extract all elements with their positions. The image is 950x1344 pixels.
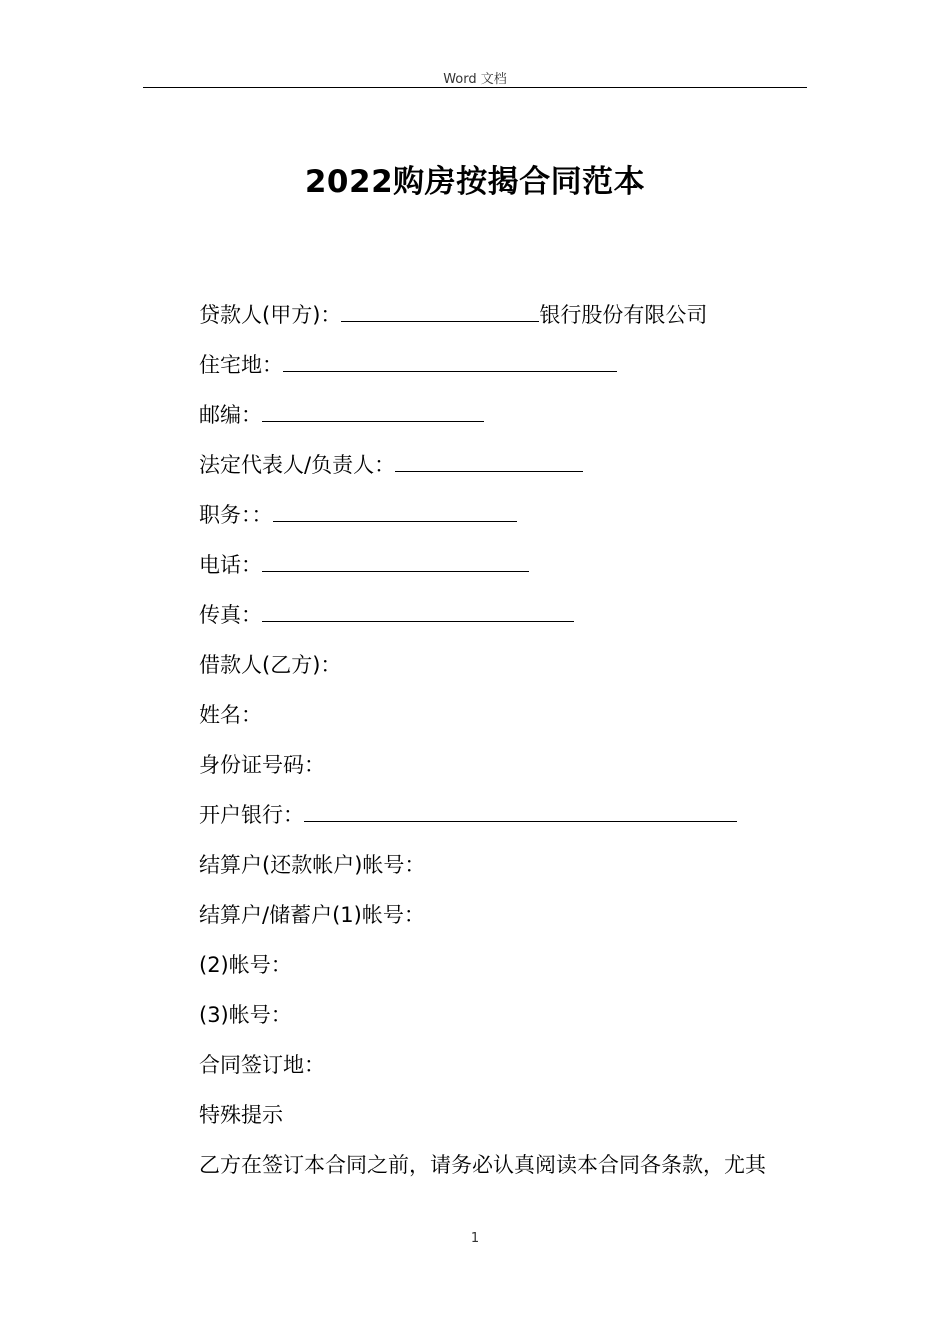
field-label: 结算户/储蓄户(1)帐号：: [199, 903, 425, 927]
field-label: (3)帐号：: [199, 1003, 292, 1027]
field-suffix: 银行股份有限公司: [539, 303, 708, 327]
field-bank: [199, 798, 819, 848]
field-label: 贷款人(甲方)：: [199, 303, 342, 327]
fill-blank: [395, 449, 583, 472]
field-savings-account-1: [199, 898, 819, 948]
field-phone: [199, 548, 819, 598]
section-heading: 特殊提示: [199, 1103, 283, 1127]
header-rule: [143, 87, 807, 88]
field-postcode: [199, 398, 819, 448]
field-label: (2)帐号：: [199, 953, 292, 977]
field-label: 姓名：: [199, 703, 262, 727]
field-label: 职务：：: [199, 503, 273, 527]
field-lender: [199, 298, 819, 348]
field-position: [199, 498, 819, 548]
fill-blank: [283, 349, 617, 372]
fill-blank: [304, 799, 737, 822]
paragraph-text: 乙方在签订本合同之前，请务必认真阅读本合同各条款，尤其: [199, 1153, 766, 1177]
field-label: 结算户(还款帐户)帐号：: [199, 853, 426, 877]
field-label: 身份证号码：: [199, 753, 325, 777]
field-label: 合同签订地：: [199, 1053, 325, 1077]
paragraph-notice: [199, 1148, 819, 1198]
page-header: Word 文档: [443, 72, 507, 87]
field-label: 住宅地：: [199, 353, 283, 377]
field-account-3: [199, 998, 819, 1048]
field-label: 法定代表人/负责人：: [199, 453, 396, 477]
field-label: 借款人(乙方)：: [199, 653, 342, 677]
field-label: 电话：: [199, 553, 262, 577]
document-title: 2022购房按揭合同范本: [304, 164, 646, 200]
section-special-notice: [199, 1098, 819, 1148]
field-label: 传真：: [199, 603, 262, 627]
field-label: 开户银行：: [199, 803, 304, 827]
field-label: 邮编：: [199, 403, 262, 427]
page-number: 1: [470, 1231, 480, 1246]
field-address: [199, 348, 819, 398]
fill-blank: [273, 499, 517, 522]
contract-fields: [199, 298, 819, 1198]
field-name: [199, 698, 819, 748]
field-borrower: [199, 648, 819, 698]
field-legal-representative: [199, 448, 819, 498]
fill-blank: [262, 399, 484, 422]
fill-blank: [262, 599, 574, 622]
field-signing-place: [199, 1048, 819, 1098]
field-account-2: [199, 948, 819, 998]
field-id-number: [199, 748, 819, 798]
fill-blank: [262, 549, 529, 572]
fill-blank: [341, 299, 539, 322]
field-settlement-account: [199, 848, 819, 898]
field-fax: [199, 598, 819, 648]
